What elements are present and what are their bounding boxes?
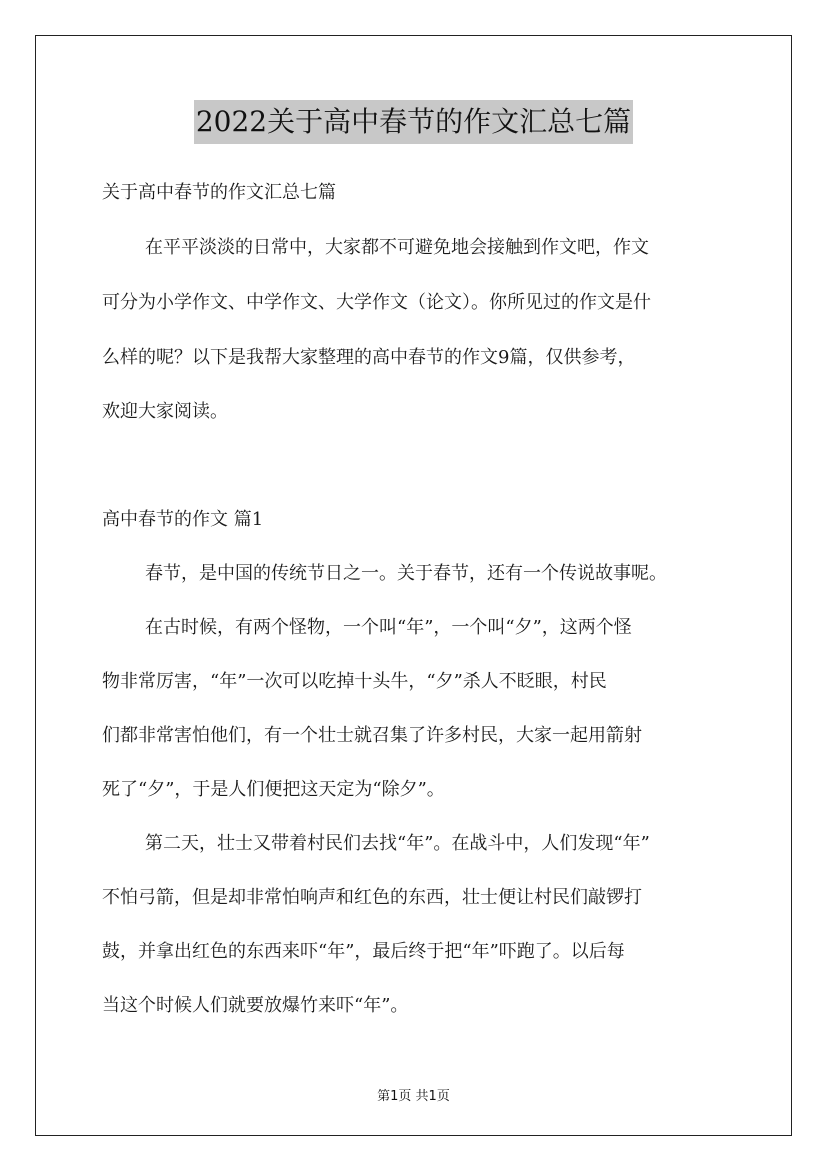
- para3-line-4: 当这个时候人们就要放爆竹来吓“年”。: [102, 995, 409, 1016]
- page-footer: 第1页 共1页: [377, 1089, 450, 1104]
- intro-line-1: 在平平淡淡的日常中，大家都不可避免地会接触到作文吧，作文: [145, 237, 649, 258]
- intro-line-2: 可分为小学作文、中学作文、大学作文（论文）。你所见过的作文是什: [102, 292, 651, 313]
- para1-line-1: 春节，是中国的传统节日之一。关于春节，还有一个传说故事呢。: [145, 563, 667, 584]
- para2-line-1: 在古时候，有两个怪物，一个叫“年”，一个叫“夕”，这两个怪: [145, 617, 632, 638]
- para3-line-3: 鼓，并拿出红色的东西来吓“年”，最后终于把“年”吓跑了。以后每: [102, 941, 625, 962]
- para2-line-4: 死了“夕”，于是人们便把这天定为“除夕”。: [102, 779, 445, 800]
- intro-line-3: 么样的呢？以下是我帮大家整理的高中春节的作文9篇，仅供参考，: [102, 347, 636, 368]
- para2-line-2: 物非常厉害，“年”一次可以吃掉十头牛，“夕”杀人不眨眼，村民: [102, 671, 607, 692]
- document-title: 2022关于高中春节的作文汇总七篇: [194, 100, 633, 144]
- title-container: [0, 100, 827, 144]
- document-subtitle: 关于高中春节的作文汇总七篇: [102, 182, 336, 203]
- section-heading: 高中春节的作文 篇1: [102, 509, 264, 530]
- intro-line-4: 欢迎大家阅读。: [102, 401, 228, 422]
- para2-line-3: 们都非常害怕他们，有一个壮士就召集了许多村民，大家一起用箭射: [102, 725, 642, 746]
- para3-line-2: 不怕弓箭，但是却非常怕响声和红色的东西，壮士便让村民们敲锣打: [102, 887, 642, 908]
- para3-line-1: 第二天，壮士又带着村民们去找“年”。在战斗中，人们发现“年”: [145, 833, 650, 854]
